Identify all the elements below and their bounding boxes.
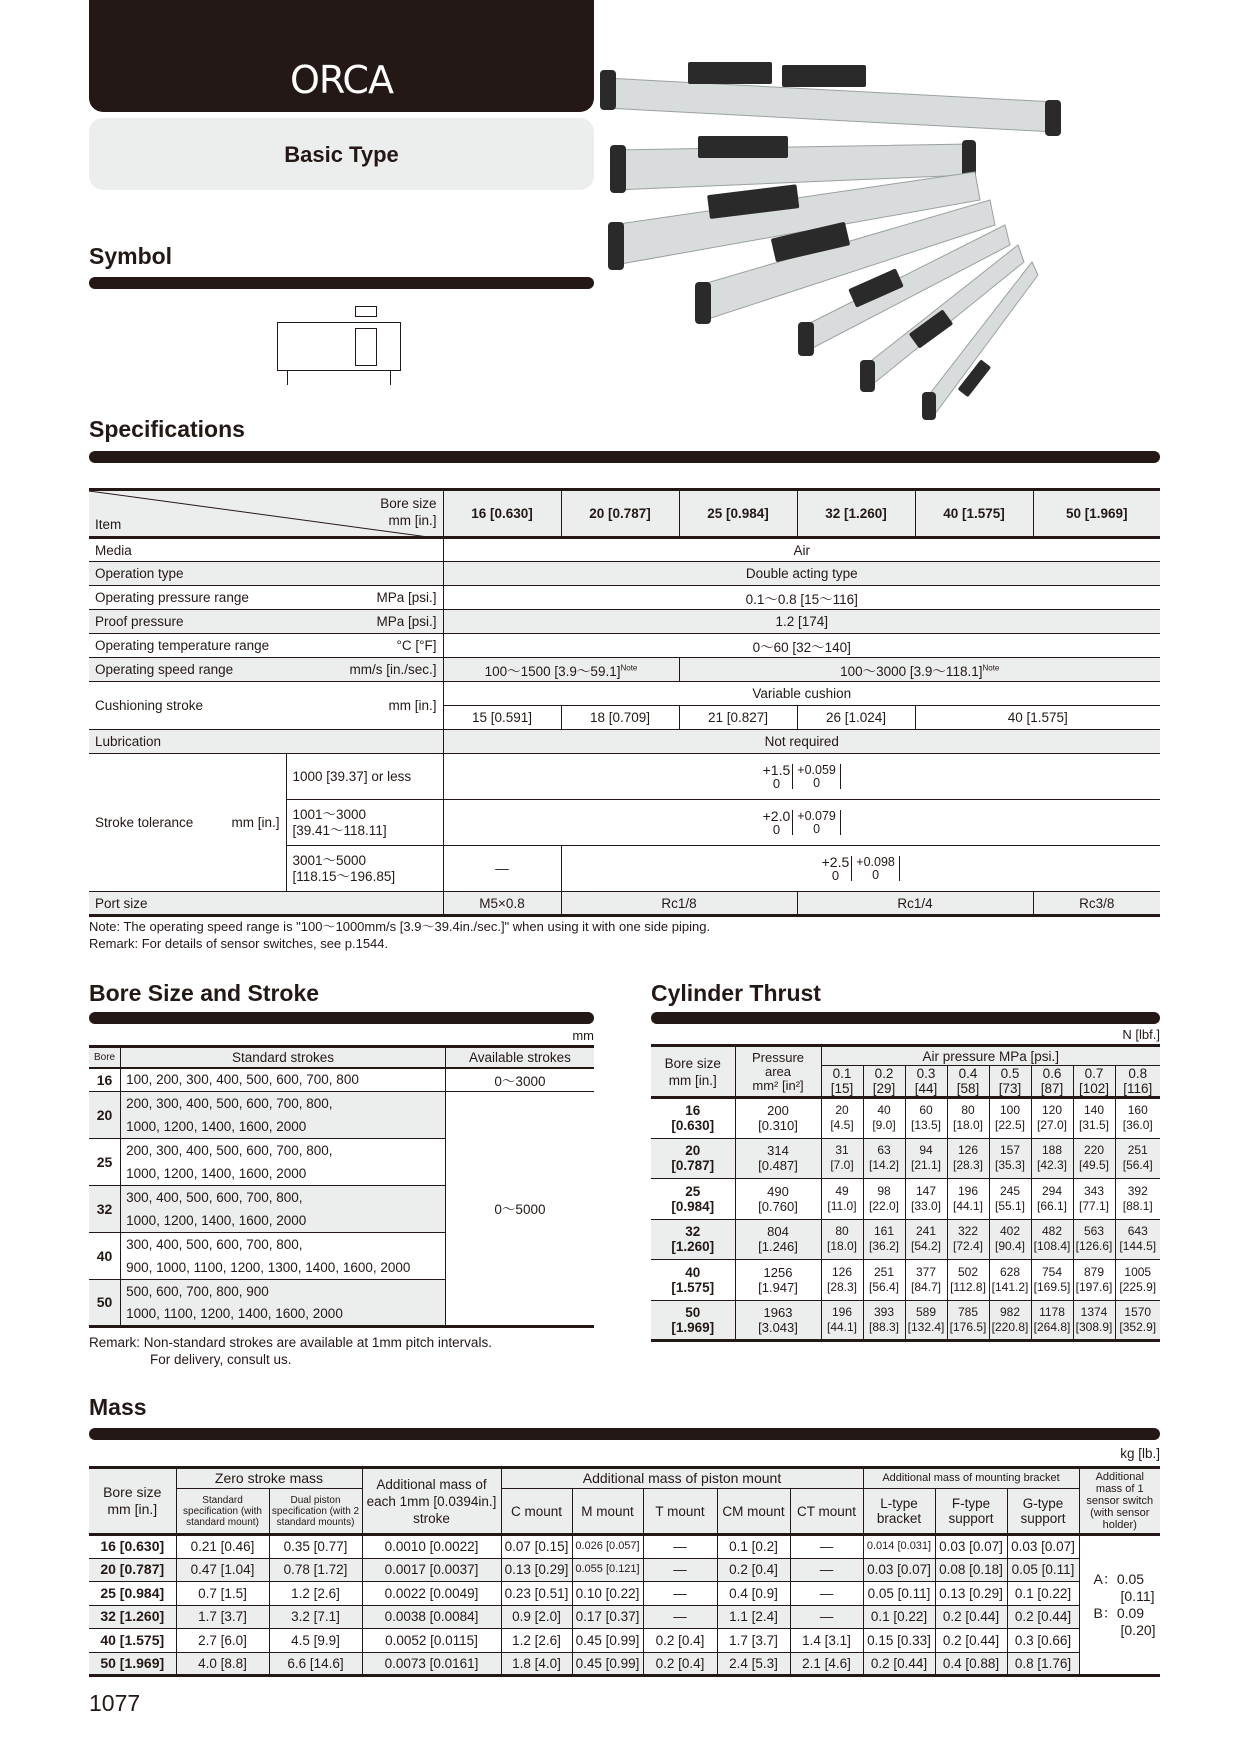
thrust-value: 1570 [352.9] bbox=[1115, 1300, 1160, 1341]
mass-table bbox=[89, 1466, 1160, 1677]
corner-unit-label: mm [in.] bbox=[388, 513, 437, 528]
product-subtitle: Basic Type bbox=[284, 142, 399, 167]
mass-value-per_mm: 0.0022 [0.0049] bbox=[362, 1582, 501, 1606]
pressure-header: 0.5 [73] bbox=[989, 1066, 1031, 1098]
section-divider bbox=[89, 1428, 1160, 1440]
bore-stroke-remark: Remark: Non-standard strokes are available at 1mm pitch intervals. For delivery, consult us. bbox=[89, 1335, 492, 1367]
mass-value-ct: — bbox=[790, 1605, 863, 1629]
tolerance-value: +1.5 0 +0.059 0 bbox=[763, 763, 841, 790]
thrust-value: 482 [108.4] bbox=[1031, 1219, 1073, 1260]
thrust-table bbox=[651, 1044, 1160, 1342]
mass-row: 40 [1.575] 2.7 [6.0] 4.5 [9.9] 0.0052 [0.0115] 1.2 [2.6] 0.45 [0.99] 0.2 [0.4] 1.7 [3.7] 1.4 [3.1] 0.15 [0.33] 0.2 [0.44] 0.3 [0.66] bbox=[89, 1629, 1160, 1653]
mass-value-l: 0.014 [0.031] bbox=[863, 1535, 935, 1559]
mass-value-dual: 0.78 [1.72] bbox=[269, 1558, 362, 1582]
mass-value-g: 0.3 [0.66] bbox=[1007, 1629, 1079, 1653]
thrust-value: 879 [197.6] bbox=[1073, 1260, 1115, 1301]
bore-stroke-row: 25 200, 300, 400, 500, 600, 700, 800, bbox=[89, 1138, 594, 1162]
thrust-value: 502 [112.8] bbox=[947, 1260, 989, 1301]
mass-value-ct: — bbox=[790, 1558, 863, 1582]
spec-header-row bbox=[89, 490, 1160, 538]
mass-value-ct: — bbox=[790, 1535, 863, 1559]
thrust-value: 160 [36.0] bbox=[1115, 1098, 1160, 1139]
mass-value-c: 0.9 [2.0] bbox=[501, 1605, 572, 1629]
thrust-value: 126 [28.3] bbox=[947, 1138, 989, 1179]
mass-row: 32 [1.260] 1.7 [3.7] 3.2 [7.1] 0.0038 [0.0084] 0.9 [2.0] 0.17 [0.37] — 1.1 [2.4] — 0.1 [0.22] 0.2 [0.44] 0.2 [0.44] bbox=[89, 1605, 1160, 1629]
section-divider bbox=[651, 1012, 1160, 1024]
thrust-value: 628 [141.2] bbox=[989, 1260, 1031, 1301]
mass-value-f: 0.03 [0.07] bbox=[935, 1535, 1007, 1559]
thrust-value: 161 [36.2] bbox=[863, 1219, 905, 1260]
thrust-value: 392 [88.1] bbox=[1115, 1179, 1160, 1220]
bore-header: 25 [0.984] bbox=[679, 490, 797, 538]
thrust-value: 393 [88.3] bbox=[863, 1300, 905, 1341]
thrust-row: 50 [1.969] 1963 [3.043] 196 [44.1] 393 [88.3] 589 [132.4] 785 [176.5] 982 [220.8] 1178 [264.8] 1374 [308.9] 1570 [352.9] bbox=[651, 1300, 1160, 1341]
section-title-bore-stroke: Bore Size and Stroke bbox=[89, 980, 320, 1006]
spec-row-cushion: Cushioning stroke mm [in.] Variable cushion bbox=[89, 682, 1160, 706]
thrust-value: 140 [31.5] bbox=[1073, 1098, 1115, 1139]
bore-header: 16 [0.630] bbox=[443, 490, 561, 538]
mass-value-dual: 4.5 [9.9] bbox=[269, 1629, 362, 1653]
thrust-value: 80 [18.0] bbox=[821, 1219, 863, 1260]
pressure-header: 0.1 [15] bbox=[821, 1066, 863, 1098]
spec-row-tolerance-2: 1001～3000 [39.41～118.11] +2.0 0 +0.079 0 bbox=[89, 800, 1160, 846]
bore-stroke-row: 32 300, 400, 500, 600, 700, 800, bbox=[89, 1185, 594, 1209]
thrust-value: 245 [55.1] bbox=[989, 1179, 1031, 1220]
mass-value-dual: 6.6 [14.6] bbox=[269, 1652, 362, 1676]
mass-value-g: 0.8 [1.76] bbox=[1007, 1652, 1079, 1676]
spec-row-temperature: Operating temperature range °C [°F] 0～60 [32～140] bbox=[89, 634, 1160, 658]
pressure-header: 0.8 [116] bbox=[1115, 1066, 1160, 1098]
mass-value-std: 0.21 [0.46] bbox=[176, 1535, 269, 1559]
mass-value-l: 0.05 [0.11] bbox=[863, 1582, 935, 1606]
mass-row: 50 [1.969] 4.0 [8.8] 6.6 [14.6] 0.0073 [0.0161] 1.8 [4.0] 0.45 [0.99] 0.2 [0.4] 2.4 [5.3] 2.1 [4.6] 0.2 [0.44] 0.4 [0.88] 0.8 [1.76] bbox=[89, 1652, 1160, 1676]
spec-row-proof: Proof pressure MPa [psi.] 1.2 [174] bbox=[89, 610, 1160, 634]
section-title-mass: Mass bbox=[89, 1394, 147, 1420]
pressure-header: 0.6 [87] bbox=[1031, 1066, 1073, 1098]
thrust-row: 25 [0.984] 490 [0.760] 49 [11.0] 98 [22.0] 147 [33.0] 196 [44.1] 245 [55.1] 294 [66.1] 343 [77.1] 392 [88.1] bbox=[651, 1179, 1160, 1220]
thrust-value: 20 [4.5] bbox=[821, 1098, 863, 1139]
mass-value-std: 2.7 [6.0] bbox=[176, 1629, 269, 1653]
thrust-value: 196 [44.1] bbox=[821, 1300, 863, 1341]
mass-value-ct: 1.4 [3.1] bbox=[790, 1629, 863, 1653]
thrust-value: 241 [54.2] bbox=[905, 1219, 947, 1260]
mass-value-m: 0.10 [0.22] bbox=[572, 1582, 643, 1606]
mass-header-row-1: Bore size mm [in.] Zero stroke mass Additional mass of each 1mm [0.0394in.] stroke Additional mass of piston mount Additional mass of mounting bracket Additional mass of 1 sensor switch (with sensor holder) bbox=[89, 1468, 1160, 1489]
thrust-value: 377 [84.7] bbox=[905, 1260, 947, 1301]
bore-header: 40 [1.575] bbox=[915, 490, 1033, 538]
thrust-value: 754 [169.5] bbox=[1031, 1260, 1073, 1301]
thrust-value: 188 [42.3] bbox=[1031, 1138, 1073, 1179]
mass-value-c: 0.23 [0.51] bbox=[501, 1582, 572, 1606]
tolerance-value: +2.0 0 +0.079 0 bbox=[763, 809, 841, 836]
thrust-value: 251 [56.4] bbox=[1115, 1138, 1160, 1179]
spec-row-tolerance-3: 3001～5000 [118.15～196.85] — +2.5 0 +0.098 0 bbox=[89, 846, 1160, 892]
section-title-thrust: Cylinder Thrust bbox=[651, 980, 821, 1006]
thrust-value: 785 [176.5] bbox=[947, 1300, 989, 1341]
bore-stroke-unit: mm bbox=[572, 1028, 594, 1043]
mass-value-t: — bbox=[643, 1582, 717, 1606]
mass-value-t: — bbox=[643, 1605, 717, 1629]
mass-value-f: 0.2 [0.44] bbox=[935, 1629, 1007, 1653]
section-divider bbox=[89, 277, 594, 289]
section-divider bbox=[89, 1012, 594, 1024]
thrust-row: 32 [1.260] 804 [1.246] 80 [18.0] 161 [36.2] 241 [54.2] 322 [72.4] 402 [90.4] 482 [108.4] 563 [126.6] 643 [144.5] bbox=[651, 1219, 1160, 1260]
mass-value-m: 0.055 [0.121] bbox=[572, 1558, 643, 1582]
mass-unit: kg [lb.] bbox=[1120, 1446, 1160, 1461]
thrust-value: 147 [33.0] bbox=[905, 1179, 947, 1220]
spec-row-pressure: Operating pressure range MPa [psi.] 0.1～0.8 [15～116] bbox=[89, 586, 1160, 610]
mass-value-per_mm: 0.0073 [0.0161] bbox=[362, 1652, 501, 1676]
thrust-value: 294 [66.1] bbox=[1031, 1179, 1073, 1220]
bore-stroke-row: 40 300, 400, 500, 600, 700, 800, bbox=[89, 1232, 594, 1256]
bore-header: 32 [1.260] bbox=[797, 490, 915, 538]
mass-value-m: 0.45 [0.99] bbox=[572, 1629, 643, 1653]
mass-value-c: 1.8 [4.0] bbox=[501, 1652, 572, 1676]
mass-value-dual: 0.35 [0.77] bbox=[269, 1535, 362, 1559]
spec-row-operation: Operation type Double acting type bbox=[89, 562, 1160, 586]
thrust-value: 40 [9.0] bbox=[863, 1098, 905, 1139]
thrust-value: 31 [7.0] bbox=[821, 1138, 863, 1179]
mass-value-l: 0.2 [0.44] bbox=[863, 1652, 935, 1676]
corner-item-label: Item bbox=[95, 517, 122, 532]
bore-header: 20 [0.787] bbox=[561, 490, 679, 538]
mass-row: 25 [0.984] 0.7 [1.5] 1.2 [2.6] 0.0022 [0.0049] 0.23 [0.51] 0.10 [0.22] — 0.4 [0.9] — 0.05 [0.11] 0.13 [0.29] 0.1 [0.22] bbox=[89, 1582, 1160, 1606]
mass-value-std: 1.7 [3.7] bbox=[176, 1605, 269, 1629]
mass-value-per_mm: 0.0052 [0.0115] bbox=[362, 1629, 501, 1653]
thrust-row: 16 [0.630] 200 [0.310] 20 [4.5] 40 [9.0] 60 [13.5] 80 [18.0] 100 [22.5] 120 [27.0] 140 [31.5] 160 [36.0] bbox=[651, 1098, 1160, 1139]
thrust-value: 98 [22.0] bbox=[863, 1179, 905, 1220]
thrust-value: 322 [72.4] bbox=[947, 1219, 989, 1260]
bore-stroke-row: 50 500, 600, 700, 800, 900 bbox=[89, 1279, 594, 1303]
mass-value-f: 0.4 [0.88] bbox=[935, 1652, 1007, 1676]
thrust-row: 40 [1.575] 1256 [1.947] 126 [28.3] 251 [56.4] 377 [84.7] 502 [112.8] 628 [141.2] 754 [169.5] 879 [197.6] 1005 [225.9] bbox=[651, 1260, 1160, 1301]
mass-row: 20 [0.787] 0.47 [1.04] 0.78 [1.72] 0.0017 [0.0037] 0.13 [0.29] 0.055 [0.121] — 0.2 [0.4] — 0.03 [0.07] 0.08 [0.18] 0.05 [0.11] bbox=[89, 1558, 1160, 1582]
mass-value-cm: 1.1 [2.4] bbox=[717, 1605, 790, 1629]
bore-stroke-header: Bore Standard strokes Available strokes bbox=[89, 1047, 594, 1068]
spec-row-lubrication: Lubrication Not required bbox=[89, 730, 1160, 754]
mass-value-t: 0.2 [0.4] bbox=[643, 1652, 717, 1676]
bore-header: 50 [1.969] bbox=[1033, 490, 1160, 538]
cylinder-1 bbox=[600, 62, 1061, 136]
thrust-row: 20 [0.787] 314 [0.487] 31 [7.0] 63 [14.2] 94 [21.1] 126 [28.3] 157 [35.3] 188 [42.3] 220 [49.5] 251 [56.4] bbox=[651, 1138, 1160, 1179]
mass-value-m: 0.026 [0.057] bbox=[572, 1535, 643, 1559]
mass-value-m: 0.17 [0.37] bbox=[572, 1605, 643, 1629]
mass-header-row-2: Standard specification (with standard mount) Dual piston specification (with 2 standard mounts) C mount M mount T mount CM mount CT mount L-type bracket F-type support G-type support bbox=[89, 1489, 1160, 1535]
corner-bore-label: Bore size bbox=[380, 496, 437, 511]
mass-value-per_mm: 0.0010 [0.0022] bbox=[362, 1535, 501, 1559]
section-divider bbox=[89, 451, 1160, 463]
spec-notes: Note: The operating speed range is "100～1000mm/s [3.9～39.4in./sec.]" when using it with one side piping. Remark: For details of sensor switches, see p.1544. bbox=[89, 919, 711, 951]
thrust-value: 343 [77.1] bbox=[1073, 1179, 1115, 1220]
mass-value-cm: 0.4 [0.9] bbox=[717, 1582, 790, 1606]
pressure-header: 0.2 [29] bbox=[863, 1066, 905, 1098]
thrust-value: 63 [14.2] bbox=[863, 1138, 905, 1179]
product-title: ORCA bbox=[290, 58, 393, 102]
thrust-value: 1374 [308.9] bbox=[1073, 1300, 1115, 1341]
spec-row-media: Media Air bbox=[89, 538, 1160, 562]
sensor-switch-mass: A：0.05 [0.11] B：0.09 [0.20] bbox=[1079, 1535, 1160, 1676]
mass-value-l: 0.03 [0.07] bbox=[863, 1558, 935, 1582]
bore-stroke-row: 20 200, 300, 400, 500, 600, 700, 800, 0～5000 bbox=[89, 1091, 594, 1115]
section-title-symbol: Symbol bbox=[89, 243, 173, 269]
mass-value-ct: 2.1 [4.6] bbox=[790, 1652, 863, 1676]
mass-value-t: — bbox=[643, 1535, 717, 1559]
thrust-value: 1178 [264.8] bbox=[1031, 1300, 1073, 1341]
mass-value-dual: 3.2 [7.1] bbox=[269, 1605, 362, 1629]
mass-value-std: 0.47 [1.04] bbox=[176, 1558, 269, 1582]
mass-value-t: 0.2 [0.4] bbox=[643, 1629, 717, 1653]
thrust-value: 1005 [225.9] bbox=[1115, 1260, 1160, 1301]
tolerance-value: +2.5 0 +0.098 0 bbox=[822, 855, 900, 882]
mass-value-cm: 0.1 [0.2] bbox=[717, 1535, 790, 1559]
mass-value-f: 0.2 [0.44] bbox=[935, 1605, 1007, 1629]
pressure-header: 0.4 [58] bbox=[947, 1066, 989, 1098]
mass-value-c: 0.07 [0.15] bbox=[501, 1535, 572, 1559]
mass-value-std: 0.7 [1.5] bbox=[176, 1582, 269, 1606]
thrust-value: 643 [144.5] bbox=[1115, 1219, 1160, 1260]
mass-value-m: 0.45 [0.99] bbox=[572, 1652, 643, 1676]
thrust-unit: N [lbf.] bbox=[1122, 1027, 1160, 1042]
thrust-value: 251 [56.4] bbox=[863, 1260, 905, 1301]
spec-row-speed: Operating speed range mm/s [in./sec.] 100～1500 [3.9～59.1]$^{Note}$ 100～3000 [3.9～118.1]$^{Note}$ bbox=[89, 658, 1160, 682]
mass-value-cm: 2.4 [5.3] bbox=[717, 1652, 790, 1676]
thrust-header-row: Bore size mm [in.] Pressure area mm² [in²] Air pressure MPa [psi.] bbox=[651, 1046, 1160, 1066]
pressure-header: 0.7 [102] bbox=[1073, 1066, 1115, 1098]
mass-value-cm: 0.2 [0.4] bbox=[717, 1558, 790, 1582]
thrust-value: 196 [44.1] bbox=[947, 1179, 989, 1220]
bore-stroke-row: 16 100, 200, 300, 400, 500, 600, 700, 800 0～3000 bbox=[89, 1068, 594, 1092]
subtitle-banner bbox=[89, 118, 594, 190]
mass-value-g: 0.2 [0.44] bbox=[1007, 1605, 1079, 1629]
bore-stroke-table: Bore Standard strokes Available strokes 16 100, 200, 300, 400, 500, 600, 700, 800 0～3000 20 200, 300, 400, 500, 600, 700, 800, 0～5000 1000, 1200, 1400, 1600, 2000 25 200, 300, 400, 500, 600, 700, 800, 1000, 1200, 1400, 1600, 2000 32 300, 400, 500, 600, 700, 800, 1000, 1200, 1400, 1600, 2000 40 300, 400, 500, 600, 700, 800, 900, 1000, 1100, 1200, 1300, 1400, 1600, 2000 50 500, 600, 700, 800, 900 1000, 1100, 1200, 1400, 1600, 2000 bbox=[89, 1045, 594, 1328]
mass-value-t: — bbox=[643, 1558, 717, 1582]
mass-value-dual: 1.2 [2.6] bbox=[269, 1582, 362, 1606]
mass-row: 16 [0.630] 0.21 [0.46] 0.35 [0.77] 0.0010 [0.0022] 0.07 [0.15] 0.026 [0.057] — 0.1 [0.2] — 0.014 [0.031] 0.03 [0.07] 0.03 [0.07] A：0.05 [0.11] B：0.09 [0.20] bbox=[89, 1535, 1160, 1559]
thrust-value: 120 [27.0] bbox=[1031, 1098, 1073, 1139]
spec-corner-cell bbox=[89, 490, 443, 538]
spec-row-tolerance-1: Stroke tolerance mm [in.] 1000 [39.37] or less +1.5 0 +0.059 0 bbox=[89, 754, 1160, 800]
mass-value-ct: — bbox=[790, 1582, 863, 1606]
specifications-table bbox=[89, 488, 1160, 917]
thrust-value: 60 [13.5] bbox=[905, 1098, 947, 1139]
mass-value-per_mm: 0.0038 [0.0084] bbox=[362, 1605, 501, 1629]
spec-row-cushion-values: 15 [0.591] 18 [0.709] 21 [0.827] 26 [1.024] 40 [1.575] bbox=[89, 706, 1160, 730]
pressure-header: 0.3 [44] bbox=[905, 1066, 947, 1098]
thrust-value: 94 [21.1] bbox=[905, 1138, 947, 1179]
thrust-value: 126 [28.3] bbox=[821, 1260, 863, 1301]
mass-value-cm: 1.7 [3.7] bbox=[717, 1629, 790, 1653]
thrust-value: 402 [90.4] bbox=[989, 1219, 1031, 1260]
mass-value-c: 0.13 [0.29] bbox=[501, 1558, 572, 1582]
mass-value-std: 4.0 [8.8] bbox=[176, 1652, 269, 1676]
mass-value-f: 0.13 [0.29] bbox=[935, 1582, 1007, 1606]
mass-value-f: 0.08 [0.18] bbox=[935, 1558, 1007, 1582]
mass-value-g: 0.05 [0.11] bbox=[1007, 1558, 1079, 1582]
thrust-value: 589 [132.4] bbox=[905, 1300, 947, 1341]
thrust-value: 80 [18.0] bbox=[947, 1098, 989, 1139]
thrust-value: 220 [49.5] bbox=[1073, 1138, 1115, 1179]
spec-row-port: Port size M5×0.8 Rc1/8 Rc1/4 Rc3/8 bbox=[89, 892, 1160, 916]
thrust-value: 157 [35.3] bbox=[989, 1138, 1031, 1179]
mass-value-per_mm: 0.0017 [0.0037] bbox=[362, 1558, 501, 1582]
mass-value-c: 1.2 [2.6] bbox=[501, 1629, 572, 1653]
thrust-value: 49 [11.0] bbox=[821, 1179, 863, 1220]
thrust-value: 982 [220.8] bbox=[989, 1300, 1031, 1341]
mass-value-l: 0.1 [0.22] bbox=[863, 1605, 935, 1629]
pneumatic-cylinder-symbol-icon bbox=[276, 305, 402, 385]
page-number: 1077 bbox=[89, 1690, 141, 1716]
thrust-value: 100 [22.5] bbox=[989, 1098, 1031, 1139]
thrust-value: 563 [126.6] bbox=[1073, 1219, 1115, 1260]
mass-value-l: 0.15 [0.33] bbox=[863, 1629, 935, 1653]
mass-value-g: 0.03 [0.07] bbox=[1007, 1535, 1079, 1559]
mass-value-g: 0.1 [0.22] bbox=[1007, 1582, 1079, 1606]
section-title-specifications: Specifications bbox=[89, 416, 245, 442]
rodless-cylinder-product-photo bbox=[600, 50, 1160, 430]
product-title-banner bbox=[89, 0, 594, 112]
